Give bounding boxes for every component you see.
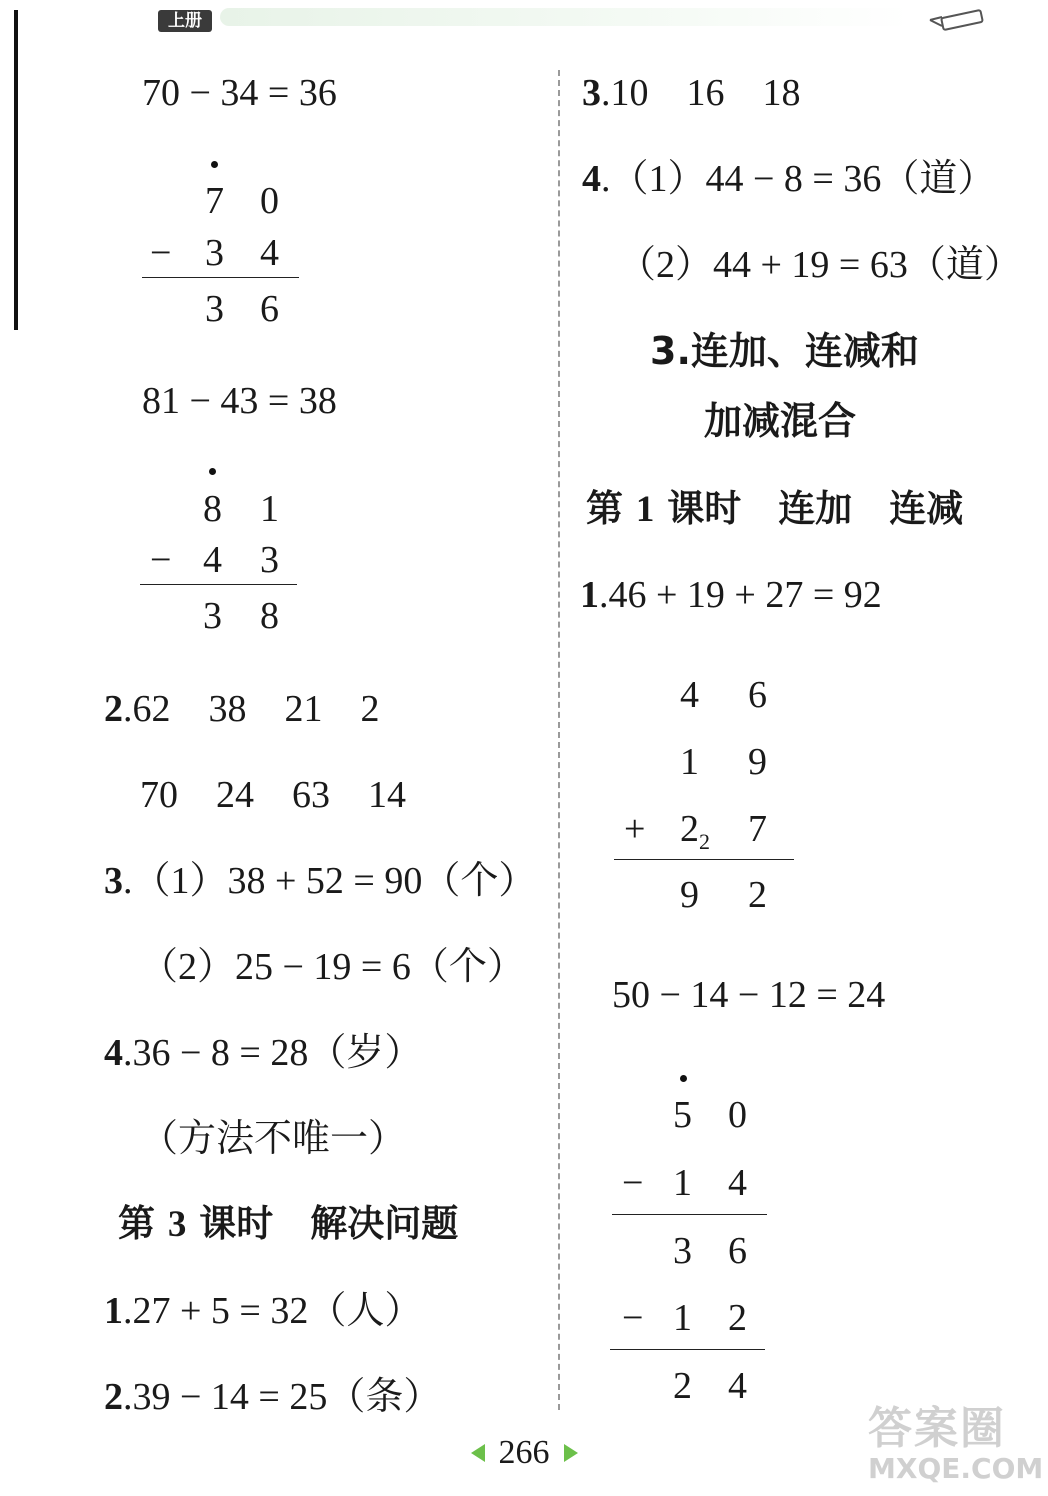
digit: 5	[673, 1094, 692, 1136]
answer-text: .36 − 8 = 28（岁）	[123, 1032, 423, 1074]
digit: 3	[673, 1230, 692, 1272]
digit: 3	[205, 232, 224, 274]
minus-sign: −	[150, 232, 172, 274]
digit: 4	[728, 1162, 747, 1204]
digit: 4	[680, 674, 699, 716]
digit: 1	[673, 1297, 692, 1339]
lesson-title	[118, 1202, 459, 1245]
answer-text: （2）25 − 19 = 6（个）	[140, 946, 525, 988]
lesson-title-part: 第	[118, 1202, 168, 1245]
question-number: 4	[582, 158, 601, 200]
digit: 2	[673, 1365, 692, 1407]
digit: 9	[748, 741, 767, 783]
question-number: 3	[582, 72, 601, 114]
equation: 81 − 43 = 38	[142, 380, 337, 422]
answer-row	[104, 690, 380, 728]
question-number: 2	[104, 688, 123, 730]
volume-badge: 上册	[158, 10, 212, 32]
digit: 3	[205, 288, 224, 330]
watermark-url: MXQE.COM	[868, 1452, 1044, 1485]
answer-row	[104, 1378, 441, 1416]
digit: 3	[203, 595, 222, 637]
answer-row	[104, 1034, 422, 1072]
digit: 7	[748, 808, 767, 850]
answer-row	[104, 1292, 422, 1330]
lesson-title	[586, 487, 964, 530]
digit: 0	[728, 1094, 747, 1136]
question-number: 1	[580, 574, 599, 616]
digit: 9	[680, 874, 699, 916]
answer-text: .（1）38 + 52 = 90（个）	[123, 860, 537, 902]
digit: 6	[728, 1230, 747, 1272]
answer-text: .27 + 5 = 32（人）	[123, 1290, 423, 1332]
digit: 4	[728, 1365, 747, 1407]
arrow-left-icon	[471, 1444, 485, 1462]
watermark-text: 答案圈	[868, 1403, 1006, 1454]
minus-sign: −	[622, 1297, 644, 1339]
answer-text: .（1）44 − 8 = 36（道）	[601, 158, 996, 200]
minus-sign: −	[150, 539, 172, 581]
digit: 1	[260, 488, 279, 530]
answer-row	[582, 74, 801, 112]
answer-text: （2）44 + 19 = 63（道）	[618, 244, 1022, 286]
arrow-right-icon	[564, 1444, 578, 1462]
borrow-dot	[211, 161, 218, 168]
digit: 1	[673, 1162, 692, 1204]
answer-text: .46 + 19 + 27 = 92	[599, 574, 882, 616]
lesson-title-part: 课时 解决问题	[186, 1202, 459, 1245]
digit: 0	[260, 180, 279, 222]
answer-values: 70 24 63 14	[140, 774, 406, 816]
digit-with-carry	[680, 810, 710, 853]
answer-note: （方法不唯一）	[140, 1118, 407, 1160]
answer-values: .62 38 21 2	[123, 688, 380, 730]
margin-bar	[14, 10, 18, 330]
answer-text: .39 − 14 = 25（条）	[123, 1376, 442, 1418]
page-number: 266	[498, 1434, 550, 1471]
question-number: 1	[104, 1290, 123, 1332]
question-number: 3	[104, 860, 123, 902]
digit: 1	[680, 741, 699, 783]
digit: 4	[260, 232, 279, 274]
lesson-number: 3	[167, 1204, 187, 1245]
difference-line	[612, 1214, 767, 1215]
question-number: 4	[104, 1032, 123, 1074]
answer-row	[582, 160, 995, 198]
borrow-dot	[680, 1075, 687, 1082]
carry-digit: 2	[699, 829, 710, 854]
digit: 3	[260, 539, 279, 581]
digit: 2	[680, 808, 699, 850]
lesson-title-part: 第	[586, 487, 636, 530]
equation: 70 − 34 = 36	[142, 72, 337, 114]
lesson-number: 1	[635, 489, 655, 530]
digit: 6	[260, 288, 279, 330]
question-number: 2	[104, 1376, 123, 1418]
answer-row	[104, 862, 536, 900]
digit: 7	[205, 180, 224, 222]
digit: 2	[748, 874, 767, 916]
plus-sign: +	[624, 808, 646, 850]
minus-sign: −	[622, 1162, 644, 1204]
column-divider	[558, 70, 560, 1410]
digit: 6	[748, 674, 767, 716]
sum-line	[614, 859, 794, 860]
header-decoration-band	[220, 8, 910, 26]
digit: 8	[203, 488, 222, 530]
borrow-dot	[209, 468, 216, 475]
section-title-line2: 加减混合	[704, 399, 857, 443]
equation: 50 − 14 − 12 = 24	[612, 974, 886, 1016]
digit: 4	[203, 539, 222, 581]
lesson-title-part: 课时 连加 连减	[654, 487, 964, 530]
answer-values: .10 16 18	[601, 72, 801, 114]
watermark-logo	[868, 1392, 1043, 1485]
digit: 8	[260, 595, 279, 637]
section-title-line1: 3.连加、连减和	[650, 329, 919, 373]
sum-line	[142, 277, 299, 278]
digit: 2	[728, 1297, 747, 1339]
answer-row	[580, 576, 882, 614]
pencil-icon	[928, 6, 992, 36]
sum-line	[140, 584, 297, 585]
difference-line	[610, 1349, 765, 1350]
